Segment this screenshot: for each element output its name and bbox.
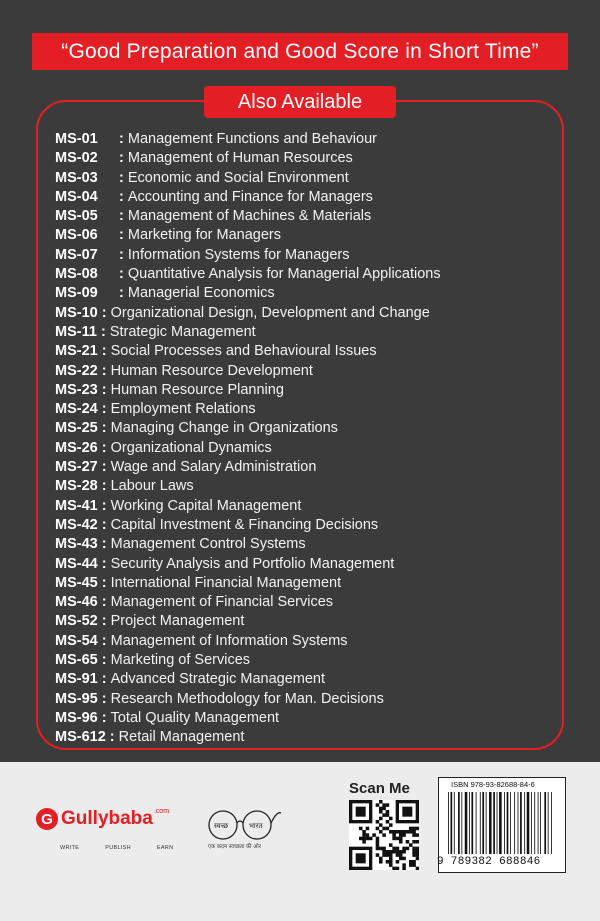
course-item	[55, 381, 555, 400]
course-separator: :	[97, 381, 111, 398]
course-code: MS-10	[55, 304, 98, 321]
course-name: Human Resource Development	[110, 362, 313, 379]
course-code: MS-45	[55, 574, 98, 591]
isbn-text: ISBN 978-93-82688-84-6	[451, 780, 535, 789]
course-separator: :	[97, 420, 111, 437]
course-separator: :	[97, 690, 111, 707]
course-name: Wage and Salary Administration	[110, 459, 317, 476]
course-separator: :	[97, 343, 111, 360]
course-item	[55, 362, 555, 381]
course-separator: :	[97, 459, 111, 476]
course-name: Quantitative Analysis for Managerial Applications	[127, 266, 441, 283]
barcode-icon	[446, 792, 558, 856]
course-separator: :	[97, 632, 111, 649]
course-name: Management of Machines & Materials	[127, 208, 372, 225]
course-item	[55, 535, 555, 554]
course-code: MS-43	[55, 536, 98, 553]
course-item	[55, 516, 555, 535]
course-item	[55, 149, 555, 168]
course-item	[55, 130, 555, 149]
course-separator: :	[105, 729, 119, 746]
course-name: Capital Investment & Financing Decisions	[110, 516, 379, 533]
tagline-word: WRITE	[60, 845, 80, 851]
logo-text: Gullybaba	[61, 808, 153, 829]
course-separator: :	[97, 439, 111, 456]
course-separator: :	[97, 362, 111, 379]
course-item	[55, 304, 555, 323]
course-separator: :	[97, 304, 111, 321]
course-item	[55, 555, 555, 574]
course-item	[55, 593, 555, 612]
course-separator: :	[97, 652, 111, 669]
barcode-digits: 9 789382 688846	[437, 856, 541, 868]
course-code: MS-25	[55, 420, 98, 437]
course-name: Organizational Dynamics	[110, 439, 272, 456]
also-available-title	[204, 86, 396, 118]
gullybaba-logo-icon: G	[36, 808, 58, 830]
course-separator: :	[97, 709, 111, 726]
course-item	[55, 612, 555, 631]
logo-tagline	[60, 845, 173, 851]
course-name: Marketing of Services	[110, 652, 251, 669]
swachh-bharat-glasses-icon	[203, 803, 283, 841]
course-name: Security Analysis and Portfolio Management	[110, 555, 395, 572]
course-code: MS-612	[55, 729, 106, 746]
course-item	[55, 690, 555, 709]
course-code: MS-41	[55, 497, 98, 514]
course-code: MS-05	[55, 208, 98, 225]
course-name: Accounting and Finance for Managers	[127, 188, 373, 205]
course-name: Total Quality Management	[110, 709, 280, 726]
tagline-word: PUBLISH	[105, 845, 131, 851]
course-name: Information Systems for Managers	[127, 246, 350, 263]
course-code: MS-27	[55, 459, 98, 476]
course-separator: :	[97, 516, 111, 533]
course-separator: :	[115, 188, 128, 205]
course-code: MS-09	[55, 285, 98, 302]
course-separator: :	[97, 574, 111, 591]
gullybaba-logo	[36, 808, 169, 830]
course-code: MS-52	[55, 613, 98, 630]
course-code: MS-65	[55, 652, 98, 669]
course-item	[55, 670, 555, 689]
slogan-banner	[32, 33, 568, 70]
logo-suffix: .com	[153, 807, 170, 815]
course-name: Labour Laws	[110, 478, 194, 495]
course-item	[55, 477, 555, 496]
course-separator: :	[97, 536, 111, 553]
course-item	[55, 188, 555, 207]
scan-me-label: Scan Me	[349, 780, 410, 797]
course-code: MS-11	[55, 323, 97, 340]
course-item	[55, 728, 555, 747]
course-separator: :	[115, 285, 128, 302]
course-code: MS-21	[55, 343, 98, 360]
course-code: MS-07	[55, 246, 98, 263]
course-item	[55, 323, 555, 342]
course-code: MS-04	[55, 188, 98, 205]
course-item	[55, 400, 555, 419]
course-code: MS-46	[55, 594, 98, 611]
course-name: Managing Change in Organizations	[110, 420, 338, 437]
course-name: Social Processes and Behavioural Issues	[110, 343, 377, 360]
course-code: MS-03	[55, 169, 98, 186]
course-code: MS-23	[55, 381, 98, 398]
course-code: MS-08	[55, 266, 98, 283]
course-name: Retail Management	[118, 729, 245, 746]
course-separator: :	[97, 671, 111, 688]
course-item	[55, 632, 555, 651]
course-item	[55, 246, 555, 265]
course-separator: :	[97, 594, 111, 611]
course-item	[55, 207, 555, 226]
course-code: MS-96	[55, 709, 98, 726]
course-code: MS-01	[55, 131, 98, 147]
course-item	[55, 226, 555, 245]
course-name: Working Capital Management	[110, 497, 302, 514]
course-name: Managerial Economics	[127, 285, 275, 302]
slogan-text: “Good Preparation and Good Score in Short Time”	[61, 39, 539, 63]
course-code: MS-44	[55, 555, 98, 572]
course-name: Research Methodology for Man. Decisions	[110, 690, 384, 707]
course-code: MS-28	[55, 478, 98, 495]
course-code: MS-42	[55, 516, 98, 533]
course-separator: :	[115, 208, 128, 225]
swachh-right-text: भारत	[249, 822, 263, 830]
course-name: Management Control Systems	[110, 536, 306, 553]
course-separator: :	[115, 227, 128, 244]
course-name: Employment Relations	[110, 401, 256, 418]
course-item	[55, 284, 555, 303]
course-name: Management of Human Resources	[127, 150, 353, 167]
course-separator: :	[97, 401, 111, 418]
course-name: Project Management	[110, 613, 245, 630]
course-list	[55, 130, 555, 748]
course-item	[55, 342, 555, 361]
course-code: MS-91	[55, 671, 98, 688]
course-name: Economic and Social Environment	[127, 169, 349, 186]
course-separator: :	[115, 131, 128, 147]
course-code: MS-22	[55, 362, 98, 379]
course-item	[55, 709, 555, 728]
swachh-caption: एक कदम स्वच्छता की ओर	[208, 844, 261, 850]
course-item	[55, 651, 555, 670]
course-separator: :	[97, 478, 111, 495]
course-name: Strategic Management	[109, 323, 256, 340]
course-item	[55, 419, 555, 438]
course-separator: :	[97, 497, 111, 514]
course-name: Marketing for Managers	[127, 227, 282, 244]
course-name: Management of Financial Services	[110, 594, 334, 611]
course-separator: :	[115, 150, 128, 167]
course-separator: :	[97, 555, 111, 572]
course-item	[55, 574, 555, 593]
course-code: MS-24	[55, 401, 98, 418]
course-item	[55, 497, 555, 516]
course-separator: :	[115, 246, 128, 263]
course-item	[55, 458, 555, 477]
course-code: MS-95	[55, 690, 98, 707]
qr-code-icon[interactable]	[349, 800, 419, 870]
course-separator: :	[115, 266, 128, 283]
course-code: MS-02	[55, 150, 98, 167]
course-name: Human Resource Planning	[110, 381, 284, 398]
course-name: Management of Information Systems	[110, 632, 348, 649]
course-separator: :	[96, 323, 110, 340]
course-code: MS-54	[55, 632, 98, 649]
course-separator: :	[115, 169, 128, 186]
course-item	[55, 439, 555, 458]
section-title-text: Also Available	[237, 90, 363, 113]
course-name: Management Functions and Behaviour	[127, 131, 377, 147]
course-code: MS-26	[55, 439, 98, 456]
course-item	[55, 169, 555, 188]
course-code: MS-06	[55, 227, 98, 244]
swachh-left-text: स्वच्छ	[214, 822, 229, 830]
course-item	[55, 265, 555, 284]
course-name: Advanced Strategic Management	[110, 671, 326, 688]
course-name: Organizational Design, Development and Change	[110, 304, 430, 321]
tagline-word: EARN	[156, 845, 174, 851]
course-name: International Financial Management	[110, 574, 342, 591]
course-separator: :	[97, 613, 111, 630]
